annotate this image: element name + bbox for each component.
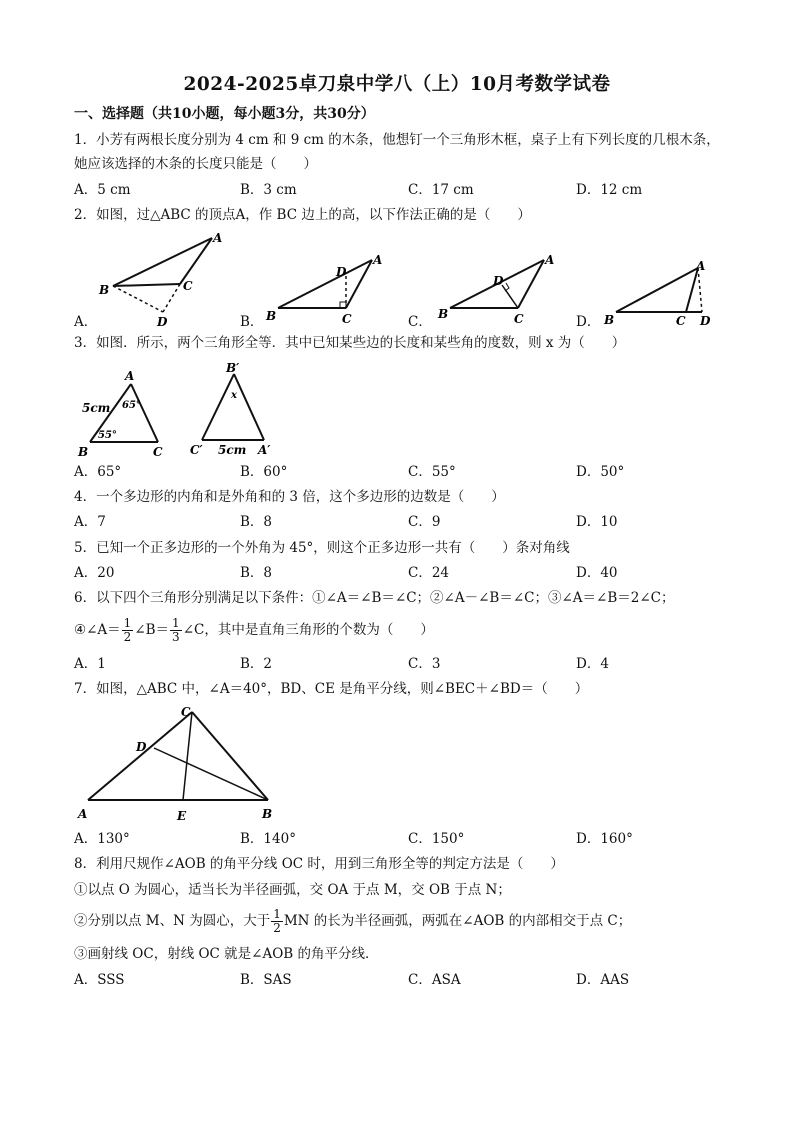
q4-option-b: B．8: [240, 514, 273, 530]
q2d-label-c: C: [676, 314, 686, 328]
q3-stem: 3．如图．所示，两个三角形全等．其中已知某些边的长度和某些角的度数，则 x 为（ ）: [74, 335, 626, 351]
q3-label-a-prime: A′: [258, 443, 271, 457]
q7-label-a: A: [78, 807, 88, 821]
q3-label-side: 5cm: [82, 401, 111, 415]
q2c-label-d: D: [493, 274, 504, 288]
q8-option-c: C．ASA: [408, 972, 461, 988]
q3-option-c: C．55°: [408, 464, 456, 480]
q2d-label-b: B: [604, 313, 615, 327]
q2-option-c: C．: [408, 314, 432, 330]
q2-figure-d: [604, 258, 729, 337]
q2-option-d: D．: [576, 314, 601, 330]
q4-option-d: D．10: [576, 514, 618, 530]
q2-stem: 2．如图，过△ABC 的顶点A，作 BC 边上的高，以下作法正确的是（ ）: [74, 207, 531, 223]
q5-stem: 5．已知一个正多边形的一个外角为 45°，则这个正多边形一共有（ ）条对角线: [74, 540, 570, 556]
q1-option-a: A．5 cm: [74, 182, 131, 198]
q8-option-b: B．SAS: [240, 972, 292, 988]
q2d-label-d: D: [700, 314, 711, 328]
q2b-label-d: D: [336, 265, 347, 279]
q6-fraction-third: [170, 617, 182, 644]
q3-figure-right: [188, 358, 288, 467]
q7-figure: [74, 702, 284, 831]
q3-option-b: B．60°: [240, 464, 288, 480]
q3-label-angle-a: 65°: [122, 400, 141, 411]
q2-option-a: A．: [74, 314, 98, 330]
q6-option-b: B．2: [240, 656, 273, 672]
q2d-label-a: A: [696, 259, 706, 273]
q6-line2-suffix: ∠C，其中是直角三角形的个数为（ ）: [182, 622, 434, 638]
q7-label-c: C: [181, 705, 191, 719]
q2-figure-a: [95, 228, 225, 332]
q3-label-b: B: [78, 445, 89, 459]
q3-label-x: x: [231, 390, 237, 401]
q3-label-a: A: [125, 369, 135, 383]
q7-option-c: C．150°: [408, 831, 465, 847]
q1-option-d: D．12 cm: [576, 182, 643, 198]
q5-option-c: C．24: [408, 565, 450, 581]
q6-frac2-den: 3: [172, 630, 180, 644]
q3-label-c-prime: C′: [190, 443, 203, 457]
q8-step2: [74, 907, 631, 935]
q7-option-d: D．160°: [576, 831, 633, 847]
q4-stem: 4．一个多边形的内角和是外角和的 3 倍，这个多边形的边数是（ ）: [74, 489, 505, 505]
q3-label-angle-b: 55°: [98, 430, 117, 441]
q6-frac1-den: 2: [123, 630, 132, 644]
q3-option-d: D．50°: [576, 464, 625, 480]
q2-option-b: B．: [240, 314, 264, 330]
q8-step3: ③画射线 OC，射线 OC 就是∠AOB 的角平分线．: [74, 946, 379, 962]
q8-frac-num: 1: [273, 907, 281, 921]
q2c-label-b: B: [438, 307, 449, 321]
q1-option-b: B．3 cm: [240, 182, 297, 198]
q6-frac2-num: 1: [172, 616, 180, 630]
q7-stem: 7．如图，△ABC 中，∠A＝40°，BD、CE 是角平分线，则∠BEC＋∠BD＝（ ）: [74, 681, 589, 697]
q8-option-a: A．SSS: [74, 972, 125, 988]
q8-stem: 8．利用尺规作∠AOB 的角平分线 OC 时，用到三角形全等的判定方法是（ ）: [74, 856, 564, 872]
q2a-label-b: B: [99, 283, 110, 297]
q6-stem-line1: 6．以下四个三角形分别满足以下条件：①∠A＝∠B＝∠C；②∠A－∠B＝∠C；③∠A＝∠B＝2∠C；: [74, 590, 675, 606]
q8-step1: ①以点 O 为圆心，适当长为半径画弧，交 OA 于点 M，交 OB 于点 N；: [74, 882, 511, 898]
q3-option-a: A．65°: [74, 464, 122, 480]
q1-stem-line2: 她应该选择的木条的长度只能是（ ）: [74, 156, 317, 172]
q2-figure-c: [436, 252, 566, 331]
q3-label-c: C: [153, 445, 163, 459]
q2c-label-c: C: [514, 312, 524, 326]
q2b-label-a: A: [373, 253, 383, 267]
q8-frac-den: 2: [273, 921, 281, 935]
q3-label-b-prime: B′: [226, 361, 240, 375]
q7-label-d: D: [136, 740, 147, 754]
q1-stem-line1: 1．小芳有两根长度分别为 4 cm 和 9 cm 的木条，他想钉一个三角形木框，桌子上有下列长度的几根木条，: [74, 132, 720, 148]
q6-line2-prefix: ④∠A＝: [74, 622, 121, 638]
q8-step2-suffix: MN 的长为半径画弧，两弧在∠AOB 的内部相交于点 C；: [283, 913, 632, 929]
q2a-label-c: C: [183, 279, 193, 293]
q5-option-b: B．8: [240, 565, 273, 581]
q8-step2-prefix: ②分别以点 M、N 为圆心，大于: [74, 913, 271, 929]
q6-stem-line2: [74, 616, 434, 644]
q6-option-d: D．4: [576, 656, 609, 672]
q7-option-a: A．130°: [74, 831, 130, 847]
q2a-label-a: A: [213, 231, 223, 245]
q5-option-a: A．20: [74, 565, 115, 581]
q4-option-c: C．9: [408, 514, 441, 530]
q5-option-d: D．40: [576, 565, 618, 581]
q1-option-c: C．17 cm: [408, 182, 474, 198]
q4-option-a: A．7: [74, 514, 106, 530]
q6-option-c: C．3: [408, 656, 441, 672]
q2c-label-a: A: [545, 253, 555, 267]
section-heading: 一、选择题（共10小题，每小题3分，共30分）: [74, 106, 375, 122]
q2b-label-b: B: [266, 309, 277, 323]
q7-option-b: B．140°: [240, 831, 296, 847]
q8-option-d: D．AAS: [576, 972, 630, 988]
q6-line2-mid: ∠B＝: [134, 622, 170, 638]
q7-label-e: E: [177, 809, 187, 823]
q3-label-side2: 5cm: [218, 443, 247, 457]
q2b-label-c: C: [342, 312, 352, 326]
q6-fraction-half: [122, 617, 134, 644]
q7-label-b: B: [262, 807, 273, 821]
q2a-label-d: D: [157, 315, 168, 329]
q6-option-a: A．1: [74, 656, 106, 672]
q8-fraction-half: [271, 908, 283, 935]
q6-frac1-num: 1: [123, 616, 132, 630]
q3-figure-left: [76, 358, 176, 467]
q2-figure-b: [264, 252, 394, 331]
page-title: 2024-2025卓刀泉中学八（上）10月考数学试卷: [183, 74, 611, 95]
